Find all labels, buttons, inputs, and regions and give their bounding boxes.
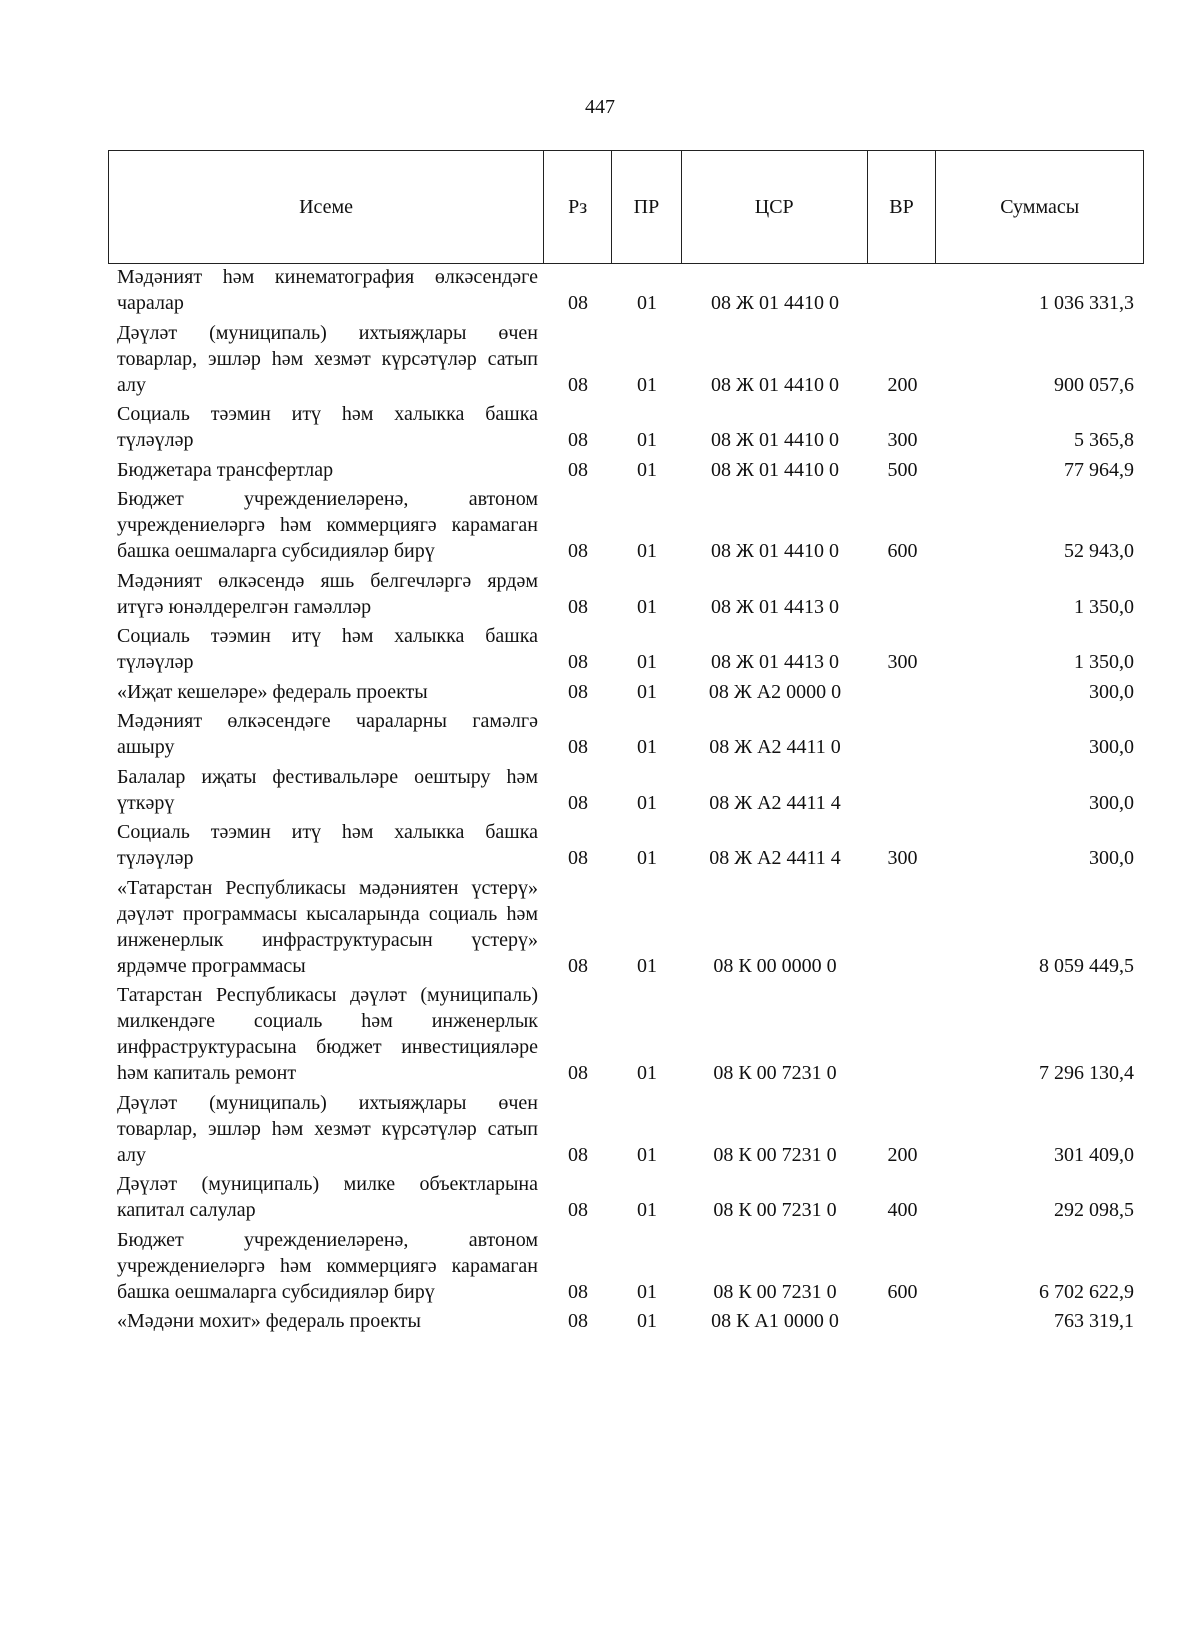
table-row [108, 819, 1144, 871]
row-name: Дәүләт (муниципаль) милке объектларына капитал салулар [117, 1173, 538, 1221]
row-name: «Иҗат кешеләре» федераль проекты [117, 680, 428, 703]
row-pr: 01 [637, 651, 657, 673]
table-row [108, 1171, 1144, 1223]
row-name: Бюджет учреждениеләренә, автоном учреждениеләргә һәм коммерциягә карамаган башка оешмаларга субсидияләр бирү [117, 488, 538, 562]
table-row [108, 264, 1144, 316]
row-pr: 01 [637, 1143, 657, 1166]
row-csr: 08 Ж А2 4411 0 [709, 736, 841, 758]
row-csr: 08 К 00 7231 0 [713, 1199, 837, 1221]
header-pr: ПР [612, 151, 682, 263]
row-rz: 08 [568, 954, 588, 977]
row-vr: 600 [887, 1280, 918, 1303]
row-name: Социаль тәэмин итү һәм халыкка башка түләүләр [117, 821, 538, 869]
row-csr: 08 Ж А2 4411 4 [709, 847, 841, 869]
table-body [108, 264, 1144, 1338]
row-pr: 01 [637, 1280, 657, 1303]
row-sum: 6 702 622,9 [1039, 1280, 1134, 1303]
row-csr: 08 Ж 01 4410 0 [711, 458, 839, 481]
table-header [108, 150, 1144, 264]
row-rz: 08 [568, 458, 588, 481]
row-rz: 08 [568, 1310, 588, 1332]
row-csr: 08 Ж 01 4410 0 [711, 540, 839, 562]
row-sum: 300,0 [1089, 791, 1134, 814]
row-pr: 01 [637, 292, 657, 314]
row-pr: 01 [637, 954, 657, 977]
row-sum: 300,0 [1089, 736, 1134, 758]
row-vr: 300 [887, 847, 918, 869]
row-rz: 08 [568, 791, 588, 814]
row-name: Мәдәният һәм кинематография өлкәсендәге чаралар [117, 266, 538, 314]
row-name: Социаль тәэмин итү һәм халыкка башка түләүләр [117, 403, 538, 451]
row-rz: 08 [568, 1280, 588, 1303]
table-row [108, 457, 1144, 483]
row-sum: 900 057,6 [1054, 373, 1134, 396]
row-sum: 300,0 [1089, 680, 1134, 703]
row-rz: 08 [568, 429, 588, 451]
row-csr: 08 Ж А2 0000 0 [708, 680, 842, 703]
row-csr: 08 Ж 01 4413 0 [711, 595, 839, 618]
row-pr: 01 [637, 736, 657, 758]
row-rz: 08 [568, 540, 588, 562]
row-sum: 7 296 130,4 [1039, 1062, 1134, 1084]
row-pr: 01 [637, 1199, 657, 1221]
row-csr: 08 К 00 7231 0 [713, 1280, 837, 1303]
row-name: Татарстан Республикасы дәүләт (муниципаль) милкендәге социаль һәм инженерлык инфраструктурасына бюджет инвестицияләре һәм капиталь ремонт [117, 984, 538, 1084]
row-pr: 01 [637, 429, 657, 451]
row-csr: 08 Ж 01 4413 0 [711, 651, 839, 673]
row-vr: 200 [887, 373, 918, 396]
row-csr: 08 Ж А2 4411 4 [709, 791, 841, 814]
table-row [108, 401, 1144, 453]
row-sum: 300,0 [1089, 847, 1134, 869]
table-row [108, 982, 1144, 1086]
row-rz: 08 [568, 373, 588, 396]
row-name: Дәүләт (муниципаль) ихтыяҗлары өчен товарлар, эшләр һәм хезмәт күрсәтүләр сатып алу [117, 321, 538, 396]
row-sum: 763 319,1 [1054, 1310, 1134, 1332]
table-row [108, 623, 1144, 675]
row-pr: 01 [637, 1062, 657, 1084]
row-csr: 08 Ж 01 4410 0 [711, 429, 839, 451]
row-rz: 08 [568, 1062, 588, 1084]
row-csr: 08 К 00 7231 0 [713, 1143, 837, 1166]
row-vr: 400 [887, 1199, 918, 1221]
row-pr: 01 [637, 680, 657, 703]
table-row [108, 568, 1144, 620]
row-sum: 1 350,0 [1074, 651, 1134, 673]
row-csr: 08 Ж 01 4410 0 [711, 292, 839, 314]
row-sum: 301 409,0 [1054, 1143, 1134, 1166]
row-name: Мәдәният өлкәсендә яшь белгечләргә ярдәм итүгә юнәлдерелгән гамәлләр [117, 569, 538, 618]
row-pr: 01 [637, 458, 657, 481]
table-row [108, 679, 1144, 705]
row-csr: 08 Ж 01 4410 0 [711, 373, 839, 396]
row-sum: 292 098,5 [1054, 1199, 1134, 1221]
row-rz: 08 [568, 1199, 588, 1221]
row-name: Социаль тәэмин итү һәм халыкка башка түләүләр [117, 625, 538, 673]
row-sum: 77 964,9 [1064, 458, 1134, 481]
row-pr: 01 [637, 847, 657, 869]
table-row [108, 764, 1144, 816]
row-pr: 01 [637, 791, 657, 814]
table-row [108, 708, 1144, 760]
table-row [108, 486, 1144, 564]
row-sum: 8 059 449,5 [1039, 954, 1134, 977]
row-vr: 200 [887, 1143, 918, 1166]
header-vr: ВР [868, 151, 937, 263]
row-csr: 08 К 00 0000 0 [713, 954, 837, 977]
row-name: Дәүләт (муниципаль) ихтыяҗлары өчен товарлар, эшләр һәм хезмәт күрсәтүләр сатып алу [117, 1091, 538, 1166]
row-vr: 300 [887, 651, 918, 673]
row-name: Мәдәният өлкәсендәге чараларны гамәлгә ашыру [117, 710, 538, 758]
table-row [108, 1090, 1144, 1168]
header-sum: Суммасы [1000, 195, 1080, 218]
row-pr: 01 [637, 595, 657, 618]
row-rz: 08 [568, 736, 588, 758]
row-vr: 300 [887, 429, 918, 451]
row-rz: 08 [568, 680, 588, 703]
table-row [108, 875, 1144, 979]
row-name: «Татарстан Республикасы мәдәниятен үстерү» дәүләт программасы кысаларында социаль һәм инженерлык инфраструктурасын үстерү» ярдәмче программасы [117, 876, 538, 977]
row-sum: 5 365,8 [1074, 429, 1134, 451]
table-row [108, 320, 1144, 398]
row-name: Балалар иҗаты фестивальләре оештыру һәм үткәрү [117, 765, 538, 814]
row-csr: 08 К А1 0000 0 [711, 1310, 839, 1332]
row-vr: 500 [887, 458, 918, 481]
row-name: Бюджет учреждениеләренә, автоном учреждениеләргә һәм коммерциягә карамаган башка оешмаларга субсидияләр бирү [117, 1228, 538, 1303]
row-rz: 08 [568, 847, 588, 869]
header-csr: ЦСР [682, 151, 868, 263]
row-pr: 01 [637, 1310, 657, 1332]
page-number: 447 [585, 96, 615, 118]
header-rz: Рз [544, 151, 612, 263]
row-pr: 01 [637, 373, 657, 396]
row-rz: 08 [568, 292, 588, 314]
row-name: «Мәдәни мохит» федераль проекты [117, 1310, 421, 1332]
table-row [108, 1227, 1144, 1305]
row-csr: 08 К 00 7231 0 [713, 1062, 837, 1084]
row-rz: 08 [568, 1143, 588, 1166]
row-rz: 08 [568, 651, 588, 673]
row-pr: 01 [637, 540, 657, 562]
row-rz: 08 [568, 595, 588, 618]
row-sum: 1 036 331,3 [1039, 292, 1134, 314]
row-sum: 52 943,0 [1064, 540, 1134, 562]
header-name: Исеме [109, 151, 544, 263]
row-name: Бюджетара трансфертлар [117, 458, 334, 481]
row-vr: 600 [887, 540, 918, 562]
row-sum: 1 350,0 [1074, 595, 1134, 618]
table-row [108, 1308, 1144, 1334]
